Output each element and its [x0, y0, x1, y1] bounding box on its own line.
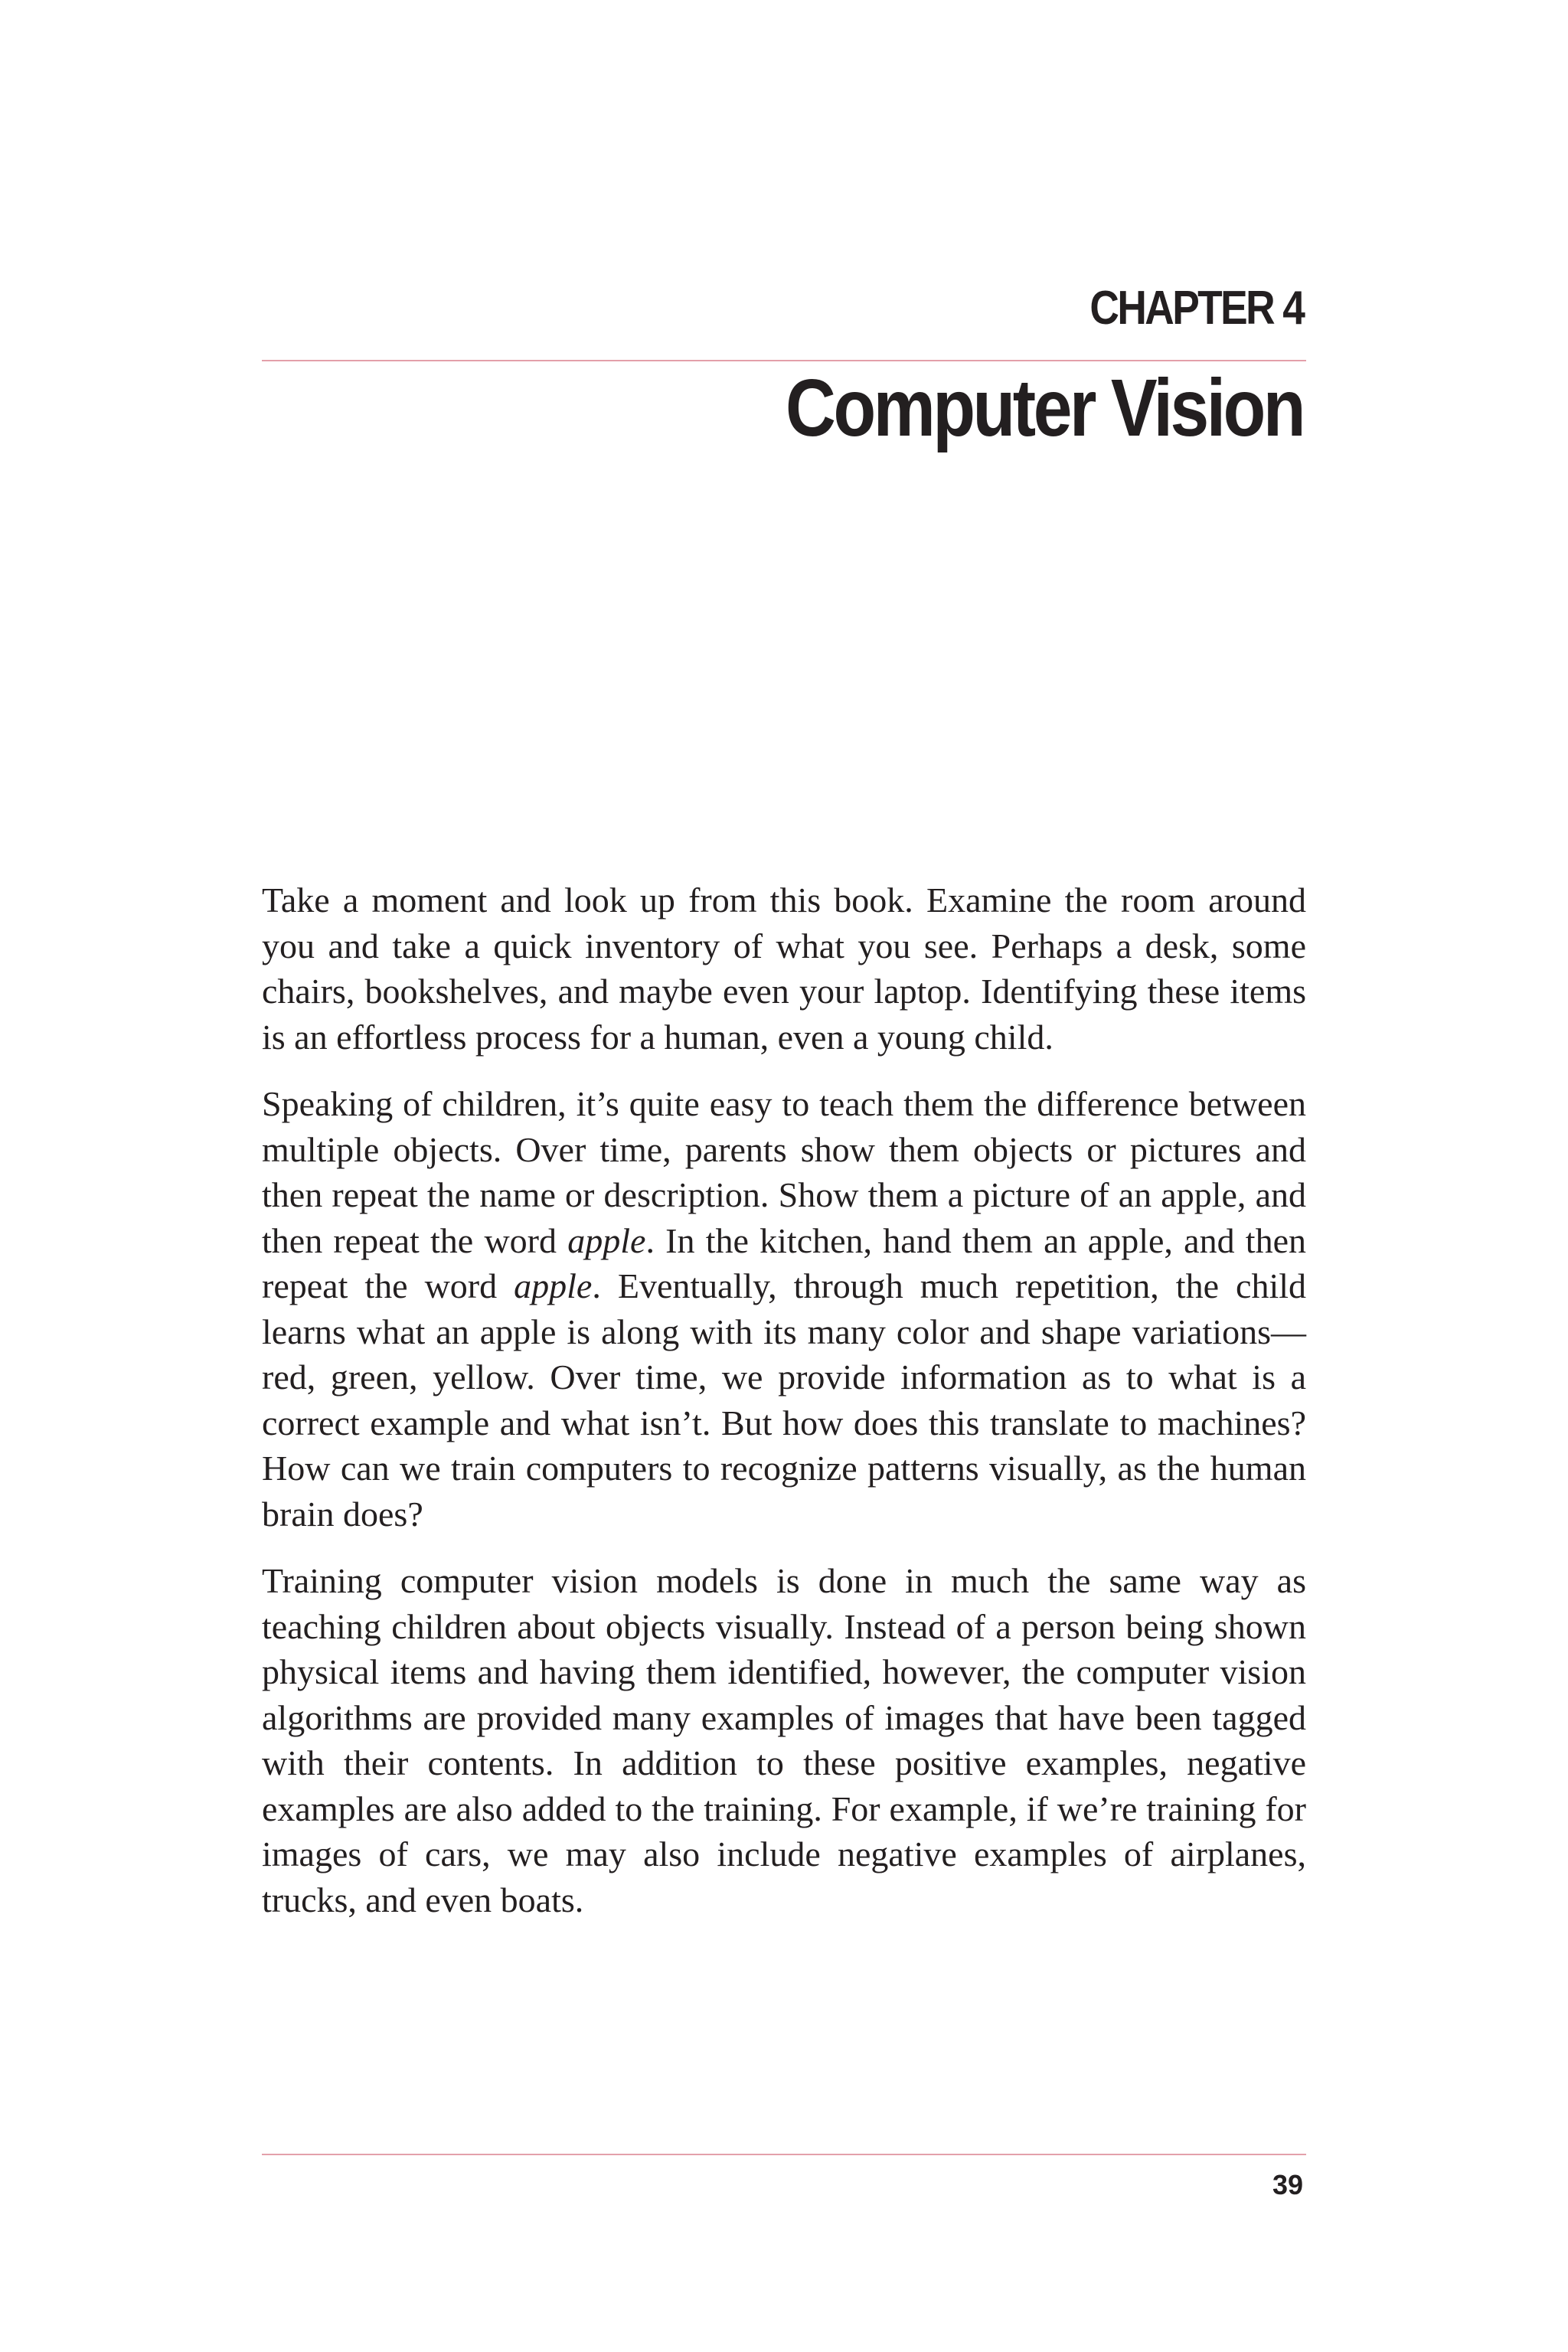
- paragraph-3: Training computer vision models is done in much the same way as teaching children about objects visually. Instead of a person being shown physical items and having them identified, however, the computer vision algorithms are provided many examples of images that have been tagged with their contents. In addition to these positive examples, negative examples are also added to the training. For example, if we’re training for images of cars, we may also include negative examples of airplanes, trucks, and even boats.: [262, 1561, 1306, 1919]
- paragraph-2-text-c: . Eventually, through much repetition, the child learns what an apple is along with its many color and shape variations—red, green, yellow. Over time, we provide information as to what is a correct example and what isn’t. But how does this translate to machines? How can we train computers to recognize patterns visually, as the human brain does?: [262, 1266, 1307, 1534]
- paragraph-2-emphasis-apple-2: apple: [514, 1266, 593, 1305]
- chapter-title: Computer Vision: [785, 363, 1303, 453]
- chapter-label: CHAPTER 4: [1089, 282, 1303, 335]
- chapter-body: [262, 877, 1306, 1944]
- paragraph-1: Take a moment and look up from this book. Examine the room around you and take a quick inventory of what you see. Perhaps a desk, some chairs, bookshelves, and maybe even your laptop. Identifying these items is an effortless process for a human, even a young child.: [262, 880, 1306, 1057]
- chapter-divider: [262, 360, 1306, 361]
- paragraph-2-text-a: Speaking of children, it’s quite easy to teach them the difference between multiple objects. Over time, parents show them objects or pictures and then repeat the name or description. Show them a picture of an apple, and then repeat the word: [262, 1084, 1306, 1260]
- footer-divider: [262, 2154, 1306, 2155]
- paragraph-2-emphasis-apple-1: apple: [567, 1220, 646, 1260]
- paragraph-2-text-b: . In the kitchen, hand them an apple, and then repeat the word: [262, 1220, 1306, 1305]
- paragraph-2: [262, 1081, 1306, 1537]
- page-number: 39: [1272, 2169, 1303, 2200]
